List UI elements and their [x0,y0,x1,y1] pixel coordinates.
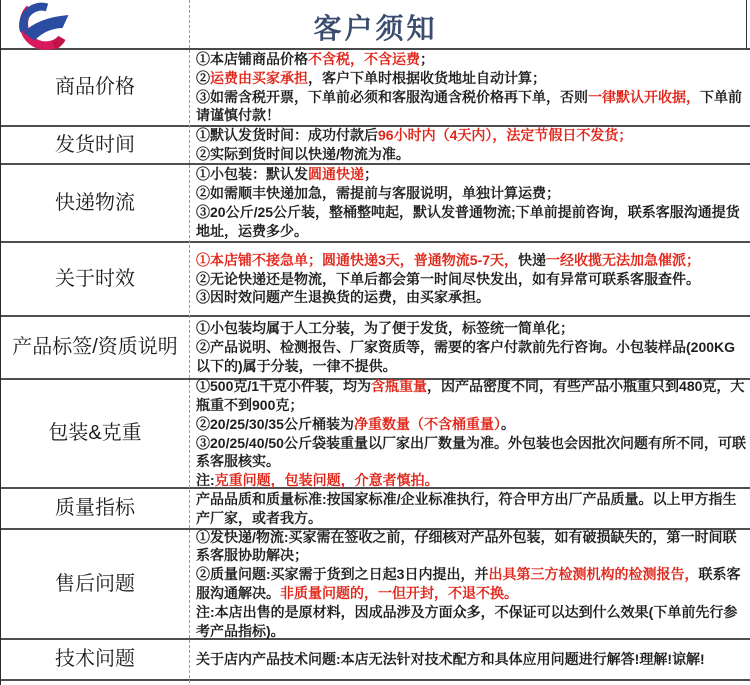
notice-header [1,0,750,50]
notice-line [196,377,748,415]
text-segment: 出具第三方检测机构的检测报告， [488,566,699,583]
notice-line [196,490,748,528]
text-segment: ② [196,69,210,86]
row-label: 商品价格 [55,76,135,98]
table-row [1,640,750,681]
row-label: 产品标签/资质说明 [12,336,178,358]
text-segment: ②20/25/30/35公斤桶装为 [196,415,354,432]
notice-line [196,415,748,434]
notice-line [196,565,748,603]
text-segment: ①500克/1千克小件装，均为 [196,378,372,395]
text-segment: ①本店铺不接急单；圆通快递3天，普通物流5-7天， [196,251,519,268]
notice-line [196,184,748,203]
notice-line [196,288,748,307]
text-segment: ①小包装：默认发 [196,166,308,183]
text-segment: ③因时效问题产生退换货的运费，由买家承担。 [196,289,490,306]
brand-logo-icon [8,1,72,53]
text-segment: ①发快递/物流:买家需在签收之前，仔细核对产品外包装，如有破损缺失的，第一时间联系客服协助解决； [196,528,737,564]
row-label: 关于时效 [55,267,135,290]
text-segment: 不含税，不含运费 [308,50,420,67]
text-segment: 非质量问题的，一但开封，不退不换。 [280,585,518,601]
notice-line [196,50,748,69]
notice-line [196,145,748,164]
row-content [189,530,750,638]
text-segment: ； [364,166,378,183]
notice-line [196,251,748,270]
text-segment: 关于店内产品技术问题:本店无法针对技术配方和具体应用问题进行解答!理解!谅解! [196,651,705,668]
text-segment: 净重数量（不含桶重量） [353,415,501,432]
table-row [1,530,750,640]
row-label: 快递物流 [55,191,135,214]
table-row [1,380,750,489]
table-row [1,127,750,165]
text-segment: ②产品说明、检测报告、厂家资质等，需要的客户付款前先行咨询。小包装样品(200KG以下的)属于分装，一律不提供。 [196,339,736,374]
row-content [189,50,750,125]
text-segment: ③20/25/40/50公斤袋装重量以厂家出厂数量为准。外包装也会因批次问题有所不同，可联系客服核实。 [196,434,746,470]
notice-line [196,319,748,338]
table-row [1,317,750,380]
notice-line [196,126,748,145]
text-segment: ①默认发货时间：成功付款后 [196,127,378,144]
row-content-text [196,319,748,375]
row-label: 技术问题 [55,648,135,670]
row-content-text [196,490,748,528]
column-divider [189,0,190,683]
row-content [189,317,750,378]
text-segment: 一律默认开收据， [588,88,700,105]
row-content [189,127,750,163]
text-segment: 克重问题，包装问题，介意者慎拍。 [214,472,439,489]
text-segment: 联系客服沟通解决。 [196,566,741,601]
text-segment: ②无论快递还是物流，下单后都会第一时间尽快发出，如有异常可联系客服查件。 [196,270,700,287]
text-segment: 含瓶重量 [371,378,428,395]
row-content-text [196,251,748,307]
notice-line [196,471,748,490]
header-right-border [746,0,747,48]
text-segment: 一经收揽无法加急催派； [546,251,701,268]
text-segment: ； [420,50,434,67]
text-segment: 产品品质和质量标准:按国家标准/企业标准执行，符合甲方出厂产品质量。以上甲方指生产厂家，或者我方。 [196,490,737,526]
row-content-text [196,377,748,490]
notice-line [196,650,748,669]
row-content [189,243,750,315]
text-segment: ③如需含税开票，下单前必须和客服沟通含税价格再下单，否则 [196,88,588,105]
row-label: 发货时间 [55,133,135,156]
row-label: 售后问题 [55,572,135,595]
notice-line [196,528,748,566]
row-content [189,489,750,528]
text-segment: 注:本店出售的是原材料，因成品涉及方面众多，不保证可以达到什么效果(下单前先行参考产品指标)。 [196,603,738,639]
row-content-text [196,165,748,240]
text-segment: ②如需顺丰快递加急，需提前与客服说明，单独计算运费； [196,185,560,202]
text-segment: ②质量问题:买家需于货到之日起3日内提出，并 [196,566,489,583]
text-segment: 圆通快递 [308,166,364,183]
row-content-text [196,528,748,641]
table-row [1,243,750,317]
row-label: 包装&克重 [48,422,142,444]
notice-line [196,69,748,88]
row-content-text [196,126,748,164]
text-segment: 快递 [518,251,547,268]
table-row [1,50,750,127]
notice-line [196,603,748,641]
text-segment: ，客户下单时根据收货地址自动计算； [308,69,546,86]
text-segment: ①小包装均属于人工分装，为了便于发货，标签统一简单化； [196,320,574,337]
row-content-text [196,50,748,125]
text-segment: ②实际到货时间以快递/物流为准。 [196,146,410,162]
row-content [189,640,750,679]
text-segment: ，因产品密度不同，有些产品小瓶重只到480克，大瓶重不到900克； [196,378,745,413]
page-title: 客户须知 [313,13,438,44]
notice-line [196,434,748,472]
text-segment: ①本店铺商品价格 [196,50,308,67]
row-content [189,165,750,241]
notice-line [196,165,748,184]
notice-table [1,50,750,681]
text-segment: 注: [196,472,215,489]
row-content [189,380,750,487]
row-label: 质量指标 [55,497,135,519]
notice-line [196,88,748,126]
notice-line [196,203,748,241]
text-segment: 96小时内（4天内），法定节假日不发货； [378,127,633,144]
text-segment: ③20公斤/25公斤装，整桶整吨起，默认发普通物流;下单前提前咨询，联系客服沟通提货地址，运费多少。 [196,204,740,239]
text-segment: 下单前请谨慎付款！ [196,88,742,124]
text-segment: 运费由买家承担 [210,69,308,86]
table-row [1,165,750,243]
notice-line [196,270,748,289]
row-content-text [196,650,748,669]
text-segment: 。 [500,415,515,432]
notice-line [196,338,748,376]
table-row [1,489,750,530]
